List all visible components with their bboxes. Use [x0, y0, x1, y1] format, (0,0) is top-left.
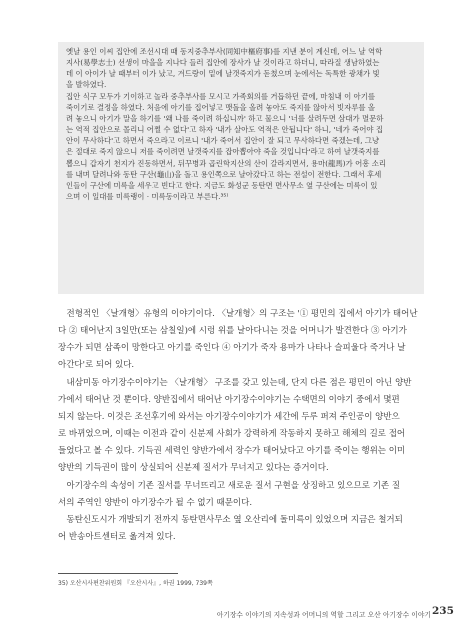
- quote-line: 려 놓으니 아기가 말을 하기를 '왜 나를 죽이려 하십니까' 하고 물으니 '너를 살려두면 삼대가 멸문하: [66, 113, 384, 123]
- body-line: 양반의 기득권이 많이 상실되어 신분제 질서가 무너지고 있다는 증거이다.: [58, 463, 329, 474]
- quote-line: 지사(易學志士) 선생이 마을을 지나다 들러 집안에 장사가 날 것이라고 하더니, 따라질 생남하였는: [66, 58, 380, 68]
- running-header: 아기장수 이야기의 지속성과 어머니의 역할 그리고 오산 아기장수 이야기: [216, 611, 431, 619]
- body-line: 장수가 되면 삼족이 망한다고 아기를 죽인다 ④ 아기가 죽자 용마가 나타나 슬피울다 죽거나 날: [58, 343, 406, 354]
- body-line: 다 ② 태어난지 3일만(또는 삼칠일)에 시렁 위를 날아다니는 것을 어머니가 발견한다 ③ 아기가: [58, 326, 407, 337]
- quote-line: 옛날 용인 이씨 집안에 조선시대 때 동지중추부사(同知中樞府事)를 지낸 분이 계신데, 어느 날 역학: [66, 47, 383, 56]
- quote-line: 안이 무사하다'고 하면서 죽으라고 이르니 '내가 죽어서 집안이 잘 되고 무사하다면 죽겠는데, 그냥: [66, 136, 380, 146]
- body-line: 아간다'로 되어 있다.: [58, 360, 135, 371]
- body-line: 들었다고 볼 수 있다. 기득권 세력인 양반가에서 장수가 태어났다고 아기를 죽이는 행위는 이미: [58, 446, 406, 457]
- body-line: 어 반송아트센터로 옮겨져 있다.: [58, 532, 176, 543]
- body-line: 되지 않는다. 이것은 조선후기에 와서는 아기장수이야기가 세간에 두루 퍼져 주인공이 양반으: [58, 411, 400, 422]
- body-line: 로 바뀌었으며, 이때는 이전과 같이 신분제 사회가 강력하게 작동하지 못하고 해체의 길로 접어: [58, 429, 406, 440]
- page-number: 235: [432, 605, 454, 617]
- body-line: 내삼미동 아기장수이야기는 〈날개형〉 구조를 갖고 있는데, 단지 다른 점은 평민이 아닌 양반: [58, 377, 412, 388]
- body-text: [58, 306, 428, 546]
- quote-line: 집안 식구 모두가 기이하고 놀라 중추부사를 모시고 가족회의를 거듭하던 끝에, 마침내 이 아기를: [66, 91, 375, 101]
- quote-line: 으며 이 일대를 미륵랭이 · 미륵동이라고 부른다.³⁵⁾: [66, 192, 229, 202]
- footnote-divider: [58, 573, 178, 574]
- body-line: 가에서 태어난 것 뿐이다. 양반집에서 태어난 아기장수이야기는 수택면의 이야기 중에서 몇편: [58, 394, 400, 405]
- quote-line: 을 발하였다.: [66, 80, 107, 90]
- quote-line: 는 역적 집안으로 몰리니 어쩔 수 없다'고 하자 '내가 살아도 역적은 안됩니다' 하니, '네가 죽어야 집: [66, 125, 384, 135]
- quote-line: 를 내며 달려나와 동탄 구산(龜山)을 돌고 용인쪽으로 날아갔다고 하는 전설이 전한다. 그래서 후세: [66, 169, 382, 179]
- body-line: 서의 주역인 양반이 아기장수가 될 수 없기 때문이다.: [58, 497, 253, 508]
- quoted-legend-box: [58, 42, 424, 294]
- body-line: 아기장수의 속성이 기존 질서를 무너뜨리고 새로운 질서 구현을 상징하고 있으므로 기존 질: [58, 480, 401, 491]
- body-line: 전형적인 〈날개형〉유형의 이야기이다. 〈날개형〉의 구조는 '① 평민의 집에서 아기가 태어난: [58, 309, 418, 319]
- quote-line: 죽이기로 결정을 하였다. 처음에 아기를 집어넣고 맷돌을 올려 놓아도 죽지를 않아서 빗자루를 올: [66, 102, 375, 112]
- quote-line: 데 이 아이가 날 때부터 이가 났고, 겨드랑이 밑에 날갯죽지가 돋쳤으며 눈에서는 독특한 광채가 빛: [66, 69, 380, 79]
- quote-line: 뽑으니 갑자기 천지가 진동하면서, 뒤꾸병과 곱린학지산의 산이 갈라지면서, 용마(龍馬)가 어흥 소리: [66, 158, 387, 168]
- quote-line: 인들이 구산에 미륵을 세우고 빈다고 한다. 지금도 화성군 동탄면 면사무소 옆 구산에는 미륵이 있: [66, 180, 378, 190]
- footnote: 35) 오산시사편찬위원회 『오산시사』, 하권 1999, 739쪽: [58, 580, 213, 587]
- body-line: 동탄신도시가 개발되기 전까지 동탄면사무소 옆 오산리에 돌미륵이 있었으며 지금은 철거되: [58, 514, 403, 525]
- quote-line: 은 절대로 죽지 않으니 저를 죽이려면 날갯죽지를 잡아뽑아야 죽을 것입니다'라고 하여 날갯죽지를: [66, 147, 380, 157]
